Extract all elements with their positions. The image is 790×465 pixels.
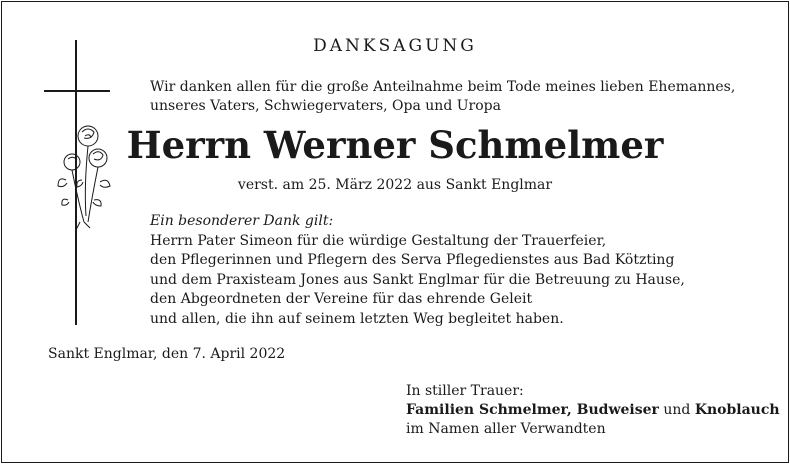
intro-line: Wir danken allen für die große Anteilnahme beim Tode meines lieben Ehemannes, (150, 79, 736, 95)
thanks-line: den Pflegerinnen und Pflegern des Serva Pflegedienstes aus Bad Kötzting (150, 252, 675, 268)
intro-text (150, 78, 750, 116)
thanks-line: Herrn Pater Simeon für die würdige Gestaltung der Trauerfeier, (150, 232, 607, 249)
thanks-section (150, 212, 750, 329)
place-date: Sankt Englmar, den 7. April 2022 (48, 346, 286, 362)
family-names-2: Knoblauch (694, 402, 780, 418)
obituary-card (1, 1, 789, 463)
death-date: verst. am 25. März 2022 aus Sankt Englmar (237, 177, 553, 193)
thanks-line: und allen, die ihn auf seinem letzten Weg begleitet haben. (150, 310, 564, 327)
thanks-line: und dem Praxisteam Jones aus Sankt Englmar für die Betreuung zu Hause, (150, 271, 685, 288)
deceased-name: Herrn Werner Schmelmer (126, 123, 664, 167)
thanks-lead: Ein besonderer Dank gilt: (150, 213, 334, 229)
mourning-label: In stiller Trauer: (406, 383, 524, 399)
thanks-line: den Abgeordneten der Vereine für das ehrende Geleit (150, 291, 533, 307)
mourning-section (406, 382, 786, 439)
heading: DANKSAGUNG (313, 36, 477, 56)
intro-line: unseres Vaters, Schwiegervaters, Opa und Uropa (150, 98, 501, 114)
mourning-closing: im Namen aller Verwandten (406, 421, 606, 437)
mourning-families (406, 401, 786, 420)
family-conjunction: und (663, 402, 691, 418)
family-names-1: Familien Schmelmer, Budweiser (406, 402, 659, 418)
